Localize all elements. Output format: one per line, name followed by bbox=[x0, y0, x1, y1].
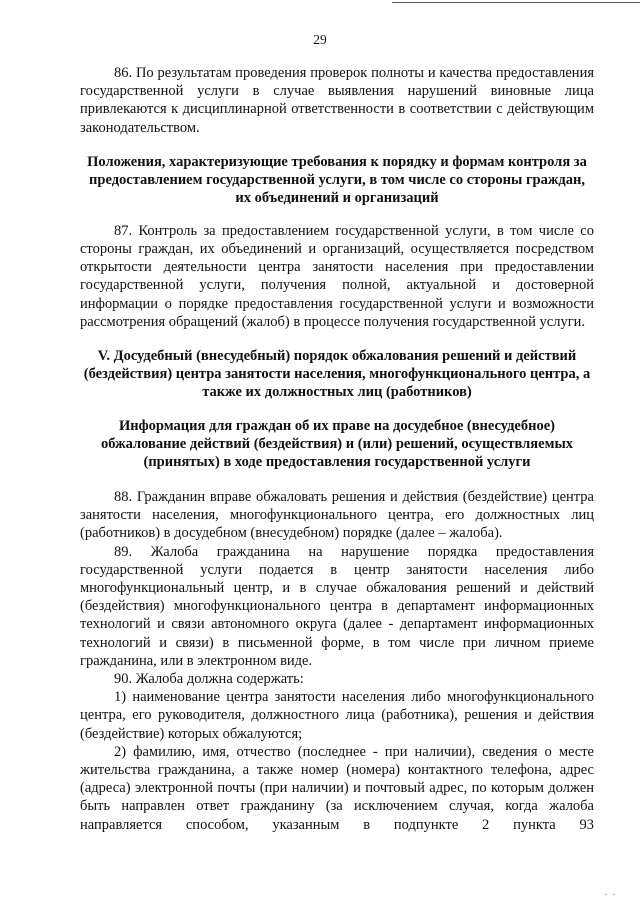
top-rule bbox=[392, 2, 640, 3]
paragraph-88: 88. Гражданин вправе обжаловать решения и действия (бездействие) центра занятости населения, многофункционального центра, его должностных лиц (работников) в досудебном (внесудебном) порядке (далее – жалоба). bbox=[80, 489, 594, 542]
heading-control-provisions: Положения, характеризующие требования к порядку и формам контроля за предоставлением государственной услуги, в том числе со стороны граждан, их объединений и организаций bbox=[87, 153, 587, 206]
heading-appeal-information: Информация для граждан об их праве на досудебное (внесудебное) обжалование действий (бездействия) и (или) решений, осуществляемых (принятых) в ходе предоставления государственной услуги bbox=[100, 418, 574, 471]
paragraph-87: 87. Контроль за предоставлением государственной услуги, в том числе со стороны граждан, их объединений и организаций, осуществляется посредством открытости деятельности центра занятости населения при предоставлении государственной услуги, получения полной, актуальной и достоверной информации о порядке предоставления государственной услуги и возможности рассмотрения обращений (жалоб) в процессе получения государственной услуги. bbox=[80, 222, 594, 330]
list-item-2: 2) фамилию, имя, отчество (последнее - при наличии), сведения о месте жительства гражданина, а также номер (номера) контактного телефона, адрес (адреса) электронной почты (при наличии) и почтовый адрес, по которым должен быть направлен ответ гражданину (за исключением случая, когда жалоба направляется способом, указанным в подпункте 2 пункта 93 bbox=[80, 743, 594, 833]
page-body bbox=[80, 64, 594, 834]
paragraph-86: 86. По результатам проведения проверок полноты и качества предоставления государственной услуги в случае выявления нарушений виновные лица привлекаются к дисциплинарной ответственности в соответствии с действующим законодательством. bbox=[80, 65, 594, 136]
list-item-1: 1) наименование центра занятости населения либо многофункционального центра, его руководителя, должностного лица (работника), решения и действия (бездействие) которых обжалуются; bbox=[80, 689, 594, 742]
paragraph-90: 90. Жалоба должна содержать: bbox=[114, 671, 304, 688]
page-number: 29 bbox=[313, 32, 327, 47]
paragraph-89: 89. Жалоба гражданина на нарушение порядка предоставления государственной услуги подается в центр занятости населения либо многофункциональный центр, и в случае обжалования решений и действий (бездействия) многофункционального центра в департамент информационных технологий и связи автономного округа (далее - департамент информационных технологий и связи) в письменной форме, в том числе при личном приеме гражданина, или в электронном виде. bbox=[80, 543, 594, 669]
scan-corner-mark: · · bbox=[604, 890, 617, 901]
heading-section-v: V. Досудебный (внесудебный) порядок обжалования решений и действий (бездействия) центра занятости населения, многофункционального центра, а также их должностных лиц (работников) bbox=[83, 348, 591, 401]
